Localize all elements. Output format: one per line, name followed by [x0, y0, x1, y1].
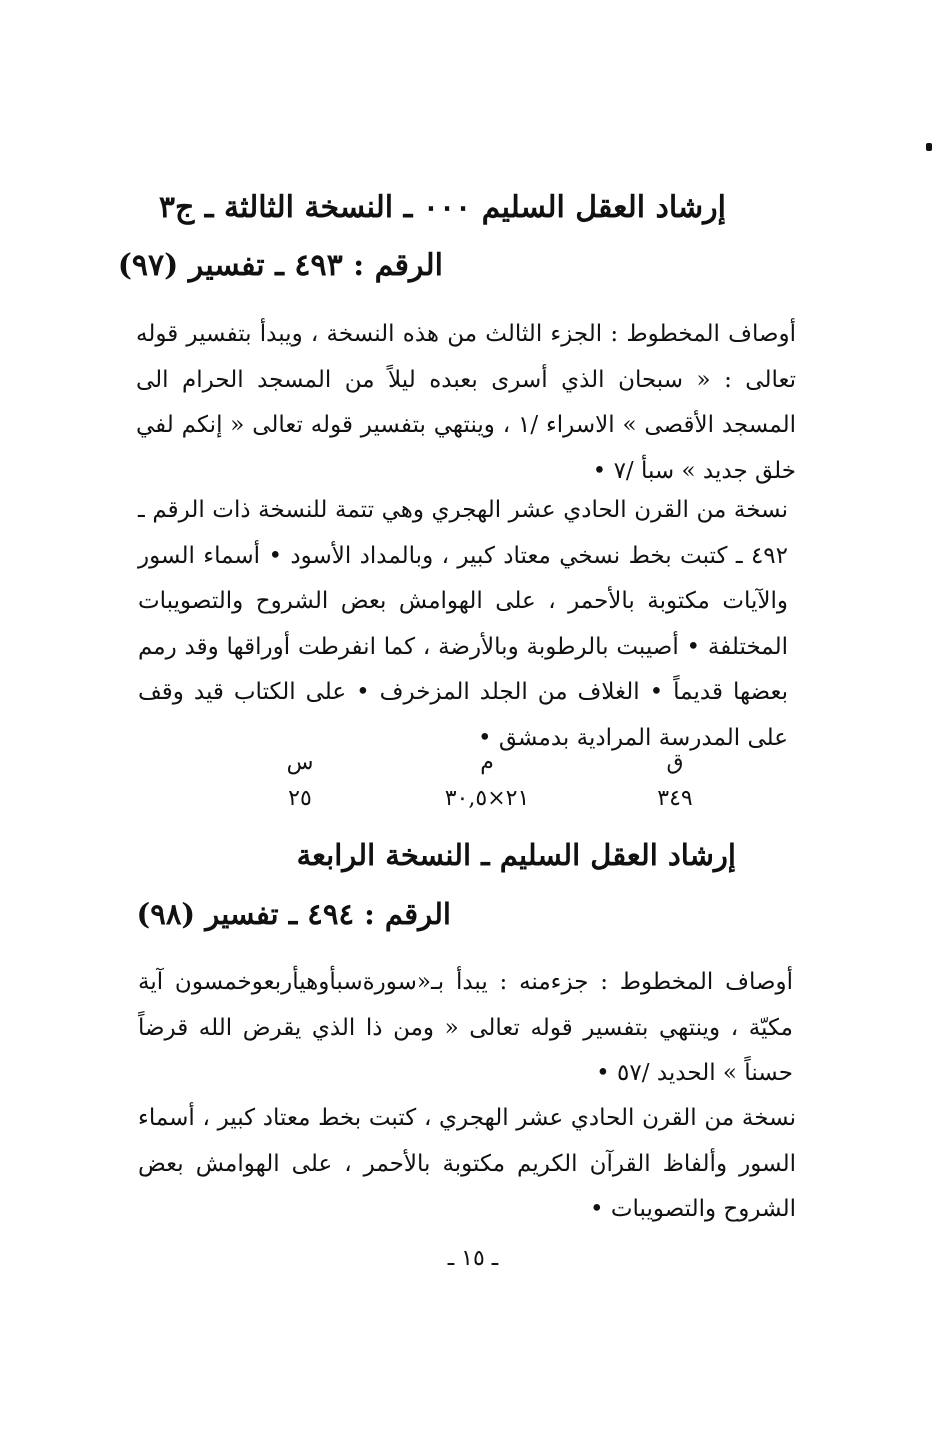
- dimension-size-value: ٢١×٣٠,٥: [444, 786, 530, 811]
- dimension-size-label: م: [480, 750, 494, 775]
- dimension-pages-value: ٣٤٩: [657, 786, 693, 811]
- section1-notes: نسخة من القرن الحادي عشر الهجري وهي تتمة للنسخة ذات الرقم ـ ٤٩٢ ـ كتبت بخط نسخي معتاد كبير ، وبالمداد الأسود • أسماء السور والآيات مكتوبة بالأحمر ، على الهوامش بعض الشروح والتصويبات المختلفة • أصيبت بالرطوبة وبالأرضة ، كما انفرطت أوراقها وقد رمم بعضها قديماً • الغلاف من الجلد المزخرف • على الكتاب قيد وقف على المدرسة المرادية بدمشق •: [138, 497, 788, 751]
- dimension-pages-label: ق: [666, 750, 684, 775]
- dimension-pages: [620, 745, 730, 817]
- dimensions-table: [240, 745, 730, 815]
- section2-notes: نسخة من القرن الحادي عشر الهجري ، كتبت بخط معتاد كبير ، أسماء السور وألفاظ القرآن الكريم مكتوبة بالأحمر ، على الهوامش بعض الشروح والتصويبات •: [138, 1105, 796, 1222]
- section2-number-line: الرقم : ٤٩٤ ـ تفسير (٩٨): [136, 897, 451, 931]
- section1-title: إرشاد العقل السليم ٠٠٠ ـ النسخة الثالثة ـ ج٣: [158, 190, 726, 225]
- page-number: ـ ١٥ ـ: [447, 1246, 499, 1271]
- section1-description: أوصاف المخطوط : الجزء الثالث من هذه النسخة ، ويبدأ بتفسير قوله تعالى : « سبحان الذي أسرى بعبده ليلاً من المسجد الحرام الى المسجد الأقصى » الاسراء /١ ، وينتهي بتفسير قوله تعالى « إنكم لفي خلق جديد » سبأ /٧ •: [136, 321, 796, 484]
- edge-mark: [926, 143, 932, 151]
- section1-number-line: الرقم : ٤٩٣ ـ تفسير (٩٧): [117, 248, 443, 283]
- section2-description: أوصاف المخطوط : جزءمنه : يبدأ بـ«سورةسبأوهيأربعوخمسون آية مكيّة ، وينتهي بتفسير قوله تعالى « ومن ذا الذي يقرض الله قرضاً حسناً » الحديد /٥٧ •: [138, 969, 793, 1086]
- dimension-size: [432, 745, 542, 817]
- dimension-lines: [245, 745, 355, 817]
- dimension-lines-label: س: [286, 750, 314, 775]
- dimension-lines-value: ٢٥: [288, 786, 312, 811]
- section2-title: إرشاد العقل السليم ـ النسخة الرابعة: [296, 838, 736, 872]
